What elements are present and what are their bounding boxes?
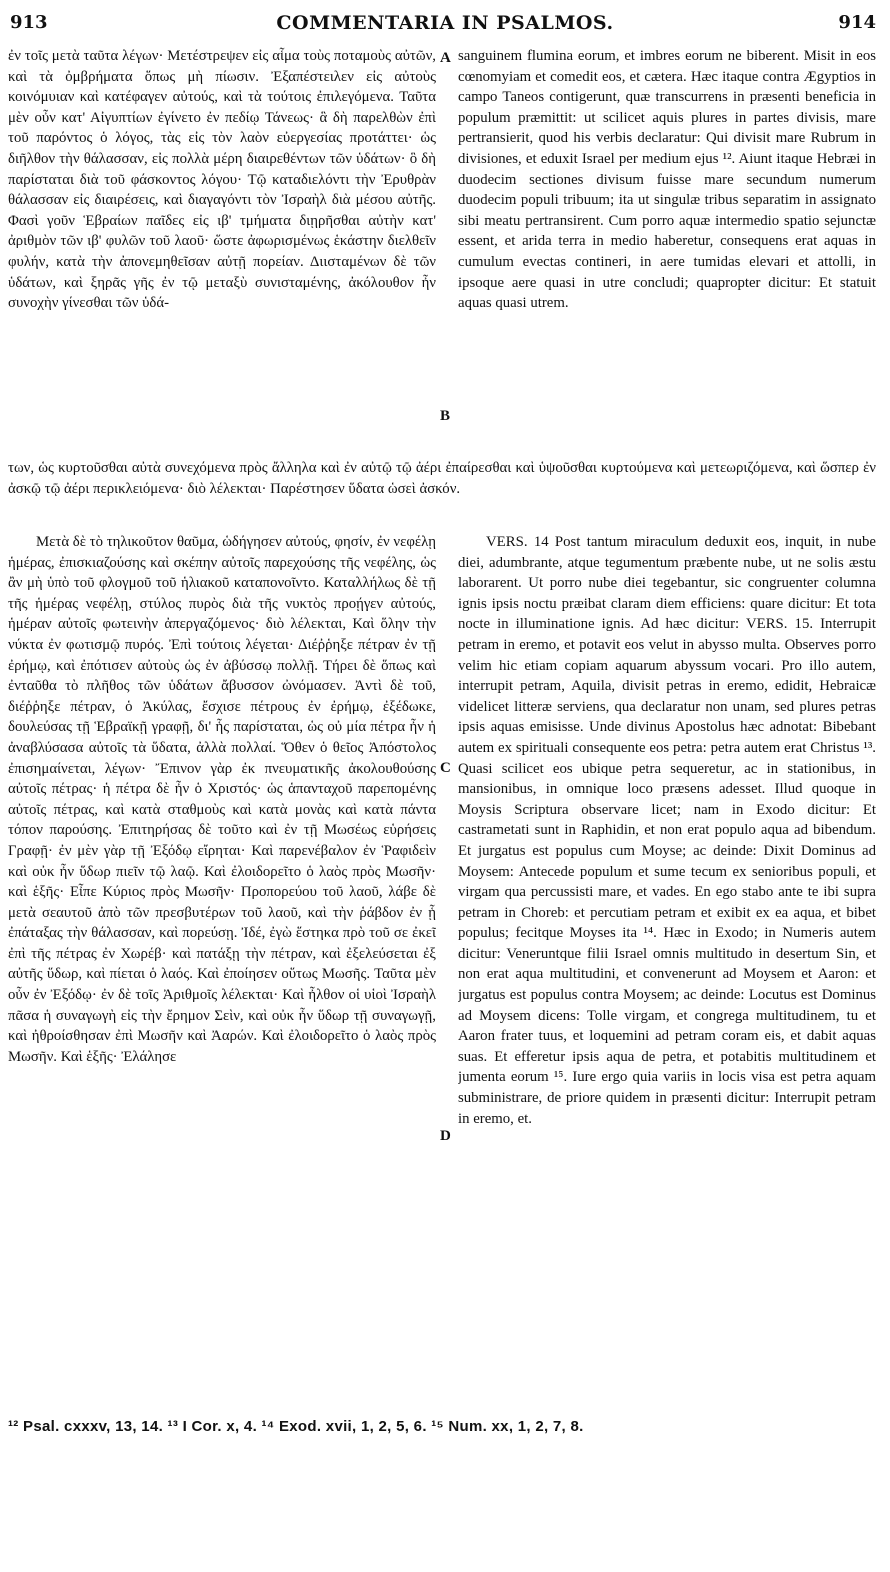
margin-marker-c: C [440, 760, 451, 776]
page-number-left: 913 [10, 12, 48, 33]
full-width-paragraph: των, ὡς κυρτοῦσθαι αὐτὰ συνεχόμενα πρὸς ἄλληλα καὶ ἐν αὐτῷ τῷ ἀέρι ἐπαίρεσθαι καὶ ὑψοῦσθαι κυρτούμενα καὶ μετεωριζόμενα, καὶ ὥσπερ ἐν ἀσκῷ τῷ ἀέρι περικλειόμενα· διὸ λέλεκται· Παρέστησεν ὕδατα ὡσεὶ ἀσκόν. [8, 460, 876, 497]
full-width-text [8, 458, 876, 522]
greek-text-top: ἐν τοῖς μετὰ ταῦτα λέγων· Μετέστρεψεν εἰς αἷμα τοὺς ποταμοὺς αὐτῶν, καὶ τὰ ὀμβρήματα ὅπως μὴ πίωσιν. Ἐξαπέστειλεν εἰς αὐτοὺς κοινόμυιαν καὶ κατέφαγεν αὐτούς, καὶ τὰ τούτοις ἐπιλεγόμενα. Ταῦτα μὲν οὖν κατ' Αἰγυπτίων ἐγίνετο ἐν πεδίῳ Τάνεως· ἃ δὴ παρελθὼν ἐπὶ τοῦ παρόντος ὁ λόγος, τὰς εἰς τὸν λαὸν εὐεργεσίας προτάττει· ὡς διῆλθον τὴν θάλασσαν, εἰς πολλὰ μέρη διαιρεθέντων τῶν ὑδάτων· ὃ δὴ παρίσταται διὰ τοῦ φάσκοντος λόγου· Τῷ καταδιελόντι τὴν Ἐρυθρὰν θάλασσαν εἰς διαιρέσεις, καὶ διαγαγόντι τὸν Ἰσραὴλ διὰ μέσου αὐτῆς. Φασὶ γοῦν Ἑβραίων παῖδες εἰς ιβ' τμήματα διῃρῆσθαι αὐτὴν κατ' ἀριθμὸν τῶν ιβ' φυλῶν τοῦ λαοῦ· ὥστε ἀφωρισμένως ἑκάστην διελθεῖν φυλήν, κατὰ τὴν ἀπονεμηθεῖσαν αὐτῇ πορείαν. Διισταμένων δὲ τῶν ὑδάτων, καὶ ξηρᾶς γῆς ἐν τῷ μεταξὺ συνισταμένης, ἀκόλουθον ἦν συνοχὴν γίνεσθαι τῶν ὑδά- [8, 48, 436, 312]
margin-marker-d: D [440, 1128, 451, 1144]
greek-column-top [8, 46, 436, 442]
margin-marker-a: A [440, 50, 451, 66]
latin-text-top: sanguinem flumina eorum, et imbres eorum ne biberent. Misit in eos cœnomyiam et comedit eos, et cætera. Hæc itaque contra Ægyptios in campo Taneos contigerunt, quæ transcurrens in præsenti beneficia in populum præmittit: ut scilicet aquis plures in partes divisis, mare pertransierit, quod his verbis declaratur: Qui divisit mare Rubrum in divisiones, et eduxit Israel per medium ejus ¹². Aiunt itaque Hebræi in duodecim sectiones divisum fuisse mare secundum numerum duodecim populi tribuum; ita ut singulæ tribus separatim in assignato sibi meatu pertransirent. Cum porro aquæ intermedio spatio sejunctæ essent, et arida terra in medio haberetur, consequens erat aquas in cumulum evectas contineri, in aere tumidas elevari et attolli, in ipsoque aere quasi in utre concludi; quapropter dicitur: Et statuit aquas quasi utrem. [458, 48, 876, 312]
latin-text-bottom: VERS. 14 Post tantum miraculum deduxit eos, inquit, in nube diei, adumbrante, atque tegumentum præbente nube, ut ne solis æstu laborarent. Ut porro nube diei tegebantur, sic congruenter columna ignis ipsis noctu præibat claram diem efficiens: quare dicitur: Et tota nocte in illuminatione ignis. Ad hæc dicitur: VERS. 15. Interrupit petram in eremo, et potavit eos velut in abysso multa. Observes porro velim hic etiam copiam aquarum abyssum vocari. Pro illo autem, interrupit petram, Aquila, divisit petras in eremo, edidit, Hebraicæ videlicet litteræ serviens, qua declaratur non unam, sed plures petras ipsis aquas emisisse. Unde divinus Apostolus hæc adnotat: Bibebant autem ex spirituali consequente eos petra: petra autem erat Christus ¹³. Quasi scilicet eos ubique petra sequeretur, ac in stationibus, in mansionibus, in omnique loco præsens adesset. Illud quoque in Moysis Scriptura observare licet; nam in Exodo dicitur: Et castrametati sunt in Raphidin, et non erat populo aqua ad bibendum. Et jurgatus est populus cum Moyse; ac deinde: Dixit Dominus ad Moysem: Antecede populum et sume tecum ex senioribus populi, et virgam qua percussisti mare, et vades. En ego stabo ante te ibi supra petram in Choreb: et percutiam petram et exibit ex ea aqua, et bibet populus; fecitque Moyses ita ¹⁴. Hæc in Exodo; in Numeris autem dicitur: Veneruntque filii Israel omnis multitudo in desertum Sin, et non erat aqua multitudini, et convenerunt ad Moysem et Aaron: et jurgatus est populus contra Moysem; ac deinde: Locutus est Dominus ad Moysem dicens: Tolle virgam, et congrega multitudinem, tu et Aaron frater tuus, et loquemini ad petram coram eis, et dabit aquas suas. Et efferetur ipsis aqua de petra, et potabitis multitudinem et jumenta eorum ¹⁵. Iure ergo quia variis in locis visa est petra aquam subministrare, de priore quidem in præsenti dicitur: Interrupit petram in eremo, et. [458, 534, 876, 1127]
margin-marker-b: B [440, 408, 451, 424]
latin-column-bottom [458, 532, 876, 1408]
greek-column-bottom [8, 532, 436, 1408]
latin-column-top [458, 46, 876, 442]
running-title: COMMENTARIA IN PSALMOS. [276, 12, 614, 34]
page-header [0, 6, 890, 42]
greek-text-bottom: Μετὰ δὲ τὸ τηλικοῦτον θαῦμα, ὡδήγησεν αὐτούς, φησίν, ἐν νεφέλῃ ἡμέρας, ἐπισκιαζούσης καὶ σκέπην αὐτοῖς παρεχούσης τῆς νεφέλης, ὡς ἂν μὴ ὑπὸ τοῦ φλογμοῦ τοῦ ἡλιακοῦ καταπονοῖντο. Καταλλήλως δὲ τῇ τῆς ἡμέρας νεφέλῃ, στύλος πυρὸς διὰ τῆς νυκτὸς προῄγεν αὐτούς, ἡμέραν αὐτοῖς φωτεινὴν ἀπεργαζόμενος· διὸ λέλεκται, Καὶ ὅλην τὴν νύκτα ἐν φωτισμῷ πυρός. Ἐπὶ τούτοις λέγεται· Διέῤῥηξε πέτραν ἐν τῇ ἐρήμῳ, καὶ ἐπότισεν αὐτοὺς ὡς ἐν ἀβύσσῳ πολλῇ. Τήρει δὲ ὅπως καὶ ἐνταῦθα τὸ πλῆθος τῶν ὑδάτων ἄβυσσον ὠνόμασεν. Ἀντὶ δὲ τοῦ, διέῤῥηξε πέτραν, ὁ Ἀκύλας, ἔσχισε πέτρους ἐν ἐρήμῳ, ἐξέδωκε, δουλεύσας τῇ Ἑβραϊκῇ γραφῇ, δι' ἧς παρίσταται, ὡς οὐ μία πέτρα ἦν ἡ ἀναβλύσασα αὐτοῖς τὰ ὕδατα, ἀλλὰ πολλαί. Ὅθεν ὁ θεῖος Ἀπόστολος ἐπισημαίνεται, λέγων· Ἔπινον γὰρ ἐκ πνευματικῆς ἀκολουθούσης αὐτοῖς πέτρας· ἡ πέτρα δὲ ἦν ὁ Χριστός· ὡς ἁπανταχοῦ παρεπομένης αὐτοῖς πέτρας, καὶ κατὰ σταθμοὺς καὶ κατὰ μονὰς καὶ κατὰ πάντα τόπον παρούσης. Ἐπιτηρήσας δὲ τοῦτο καὶ ἐν τῇ Μωσέως εὑρήσεις Γραφῇ· ἐν μὲν γὰρ τῇ Ἐξόδῳ εἴρηται· Καὶ παρενέβαλον ἐν Ῥαφιδεὶν καὶ οὐκ ἦν ὕδωρ πιεῖν τῷ λαῷ. Καὶ ἐλοιδορεῖτο ὁ λαὸς πρὸς Μωσῆν· καὶ ἑξῆς· Εἶπε Κύριος πρὸς Μωσῆν· Προπορεύου τοῦ λαοῦ, λάβε δὲ μετὰ σεαυτοῦ ἀπὸ τῶν πρεσβυτέρων τοῦ λαοῦ, καὶ τὴν ῥάβδον ἐν ᾗ ἐπάταξας τὴν θάλασσαν, καὶ πορεύσῃ. Ἰδέ, ἐγὼ ἕστηκα πρὸ τοῦ σε ἐκεῖ ἐπὶ τῆς πέτρας ἐν Χωρέβ· καὶ πατάξῃ τὴν πέτραν, καὶ ἐξελεύσεται ἐξ αὐτῆς ὕδωρ, καὶ πίεται ὁ λαός. Καὶ ἐποίησεν οὕτως Μωσῆς. Ταῦτα μὲν οὖν ἐν Ἐξόδῳ· ἐν δὲ τοῖς Ἀριθμοῖς λέλεκται· Καὶ ἦλθον οἱ υἱοὶ Ἰσραὴλ πᾶσα ἡ συναγωγὴ εἰς τὴν ἔρημον Σεὶν, καὶ οὐκ ἦν ὕδωρ τῇ συναγωγῇ, καὶ ἠθροίσθησαν ἐπὶ Μωσῆν καὶ Ἀαρών. Καὶ ἐλοιδορεῖτο ὁ λαὸς πρὸς Μωσῆν. Καὶ ἑξῆς· Ἐλάλησε [8, 534, 436, 1065]
footnotes: ¹² Psal. cxxxv, 13, 14. ¹³ I Cor. x, 4. ¹⁴ Exod. xvii, 1, 2, 5, 6. ¹⁵ Num. xx, 1, 2, 7, 8. [8, 1418, 584, 1435]
page-number-right: 914 [838, 12, 876, 33]
